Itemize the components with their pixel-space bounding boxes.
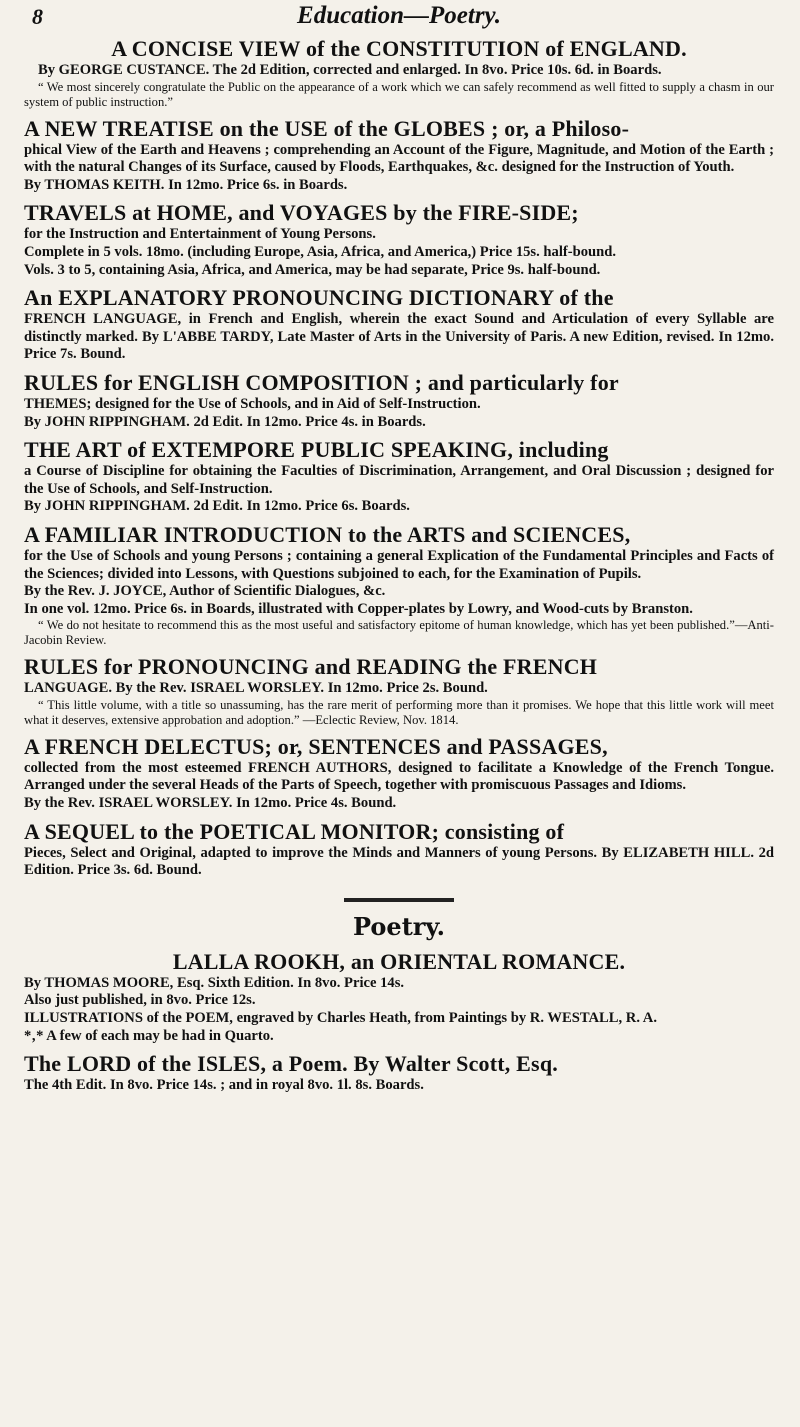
entry-body: collected from the most esteemed FRENCH AUTHORS, designed to facilitate a Knowledge of the French Tongue. Arranged under the several Heads of the Parts of Speech, together with promiscuous Passages and Idioms. — [24, 759, 774, 794]
entry-composition — [24, 370, 774, 431]
entry-author: By the Rev. J. JOYCE, Author of Scientific Dialogues, &c. — [24, 583, 386, 600]
entry-title: LALLA ROOKH, an ORIENTAL ROMANCE. — [172, 948, 626, 974]
entry-body-2: In one vol. 12mo. Price 6s. in Boards, illustrated with Copper-plates by Lowry, and Wood-cuts by Branston. — [24, 600, 693, 617]
entry-body: The 4th Edit. In 8vo. Price 14s. ; and in royal 8vo. 1l. 8s. Boards. — [24, 1077, 424, 1094]
entry-arts-sciences — [24, 522, 774, 648]
entry-title: TRAVELS at HOME, and VOYAGES by the FIRE-SIDE; — [24, 200, 579, 226]
entry-delectus — [24, 734, 774, 813]
entry-title: A FAMILIAR INTRODUCTION to the ARTS and SCIENCES, — [24, 521, 631, 547]
entry-constitution — [24, 36, 774, 110]
entry-title: A NEW TREATISE on the USE of the GLOBES ; or, a Philoso- — [24, 115, 630, 141]
running-head — [24, 0, 774, 36]
entry-dictionary — [24, 285, 774, 364]
entry-globes — [24, 116, 774, 195]
entry-pronouncing — [24, 654, 774, 728]
entry-author: By JOHN RIPPINGHAM. 2d Edit. In 12mo. Price 4s. in Boards. — [24, 413, 426, 430]
entry-body: FRENCH LANGUAGE, in French and English, wherein the exact Sound and Articulation of every Syllable are distinctly marked. By L'ABBE TARDY, Late Master of Arts in the University of Paris. A new Edition, revised. In 12mo. Price 7s. Bound. — [24, 311, 774, 363]
entry-body: THEMES; designed for the Use of Schools, and in Aid of Self-Instruction. — [24, 395, 481, 412]
entry-travels — [24, 200, 774, 279]
entry-quote: “ We do not hesitate to recommend this as the most useful and satisfactory epitome of human knowledge, which has yet been published.”—Anti-Jacobin Review. — [24, 618, 774, 648]
entry-lord-of-isles — [24, 1051, 774, 1095]
entry-title: A SEQUEL to the POETICAL MONITOR; consisting of — [24, 818, 565, 844]
entry-author: By THOMAS KEITH. In 12mo. Price 6s. in Boards. — [24, 176, 348, 193]
entry-title: A FRENCH DELECTUS; or, SENTENCES and PASSAGES, — [24, 733, 608, 759]
entry-sequel — [24, 819, 774, 880]
entry-body-3: ILLUSTRATIONS of the POEM, engraved by Charles Heath, from Paintings by R. WESTALL, R. A. — [24, 1010, 657, 1027]
entry-lalla-rookh — [24, 949, 774, 1045]
section-heading-poetry: Poetry. — [353, 911, 445, 941]
entry-title: A CONCISE VIEW of the CONSTITUTION of ENGLAND. — [111, 36, 687, 61]
entry-note: *‚* A few of each may be had in Quarto. — [24, 1027, 274, 1044]
entry-title: THE ART of EXTEMPORE PUBLIC SPEAKING, including — [24, 437, 609, 463]
entry-quote: “ This little volume, with a title so unassuming, has the rare merit of performing more than it promises. We hope that this little work will meet what it deserves, extensive approbation and adoption.” —Eclectic Review, Nov. 1814. — [24, 697, 774, 727]
entry-title: RULES for PRONOUNCING and READING the FRENCH — [24, 654, 598, 680]
page-number: 8 — [32, 4, 43, 29]
entry-public-speaking — [24, 437, 774, 516]
entry-body: By GEORGE CUSTANCE. The 2d Edition, corrected and enlarged. In 8vo. Price 10s. 6d. in Boards. — [38, 62, 662, 78]
entry-body: LANGUAGE. By the Rev. ISRAEL WORSLEY. In 12mo. Price 2s. Bound. — [24, 680, 488, 697]
entry-body: By THOMAS MOORE, Esq. Sixth Edition. In 8vo. Price 14s. — [24, 974, 405, 991]
entry-title: An EXPLANATORY PRONOUNCING DICTIONARY of the — [24, 285, 614, 311]
entry-body: for the Use of Schools and young Persons ; containing a general Explication of the Fundamental Principles and Facts of the Sciences; divided into Lessons, with Questions subjoined to each, for the Examination of Pupils. — [24, 547, 774, 582]
section-divider — [344, 898, 454, 902]
entry-title: RULES for ENGLISH COMPOSITION ; and particularly for — [24, 369, 619, 395]
entry-body-2: Complete in 5 vols. 18mo. (including Europe, Asia, Africa, and America,) Price 15s. half-bound. — [24, 243, 617, 260]
running-title: Education—Poetry. — [297, 2, 501, 29]
entry-author: By JOHN RIPPINGHAM. 2d Edit. In 12mo. Price 6s. Boards. — [24, 498, 410, 515]
entry-body-2: Also just published, in 8vo. Price 12s. — [24, 992, 256, 1009]
entry-body: phical View of the Earth and Heavens ; comprehending an Account of the Figure, Magnitude, and Motion of the Earth ; with the natural Changes of its Surface, caused by Floods, Earthquakes, &c. designed for the Instruction of Youth. — [24, 141, 774, 176]
entry-body: for the Instruction and Entertainment of Young Persons. — [24, 226, 376, 243]
entry-body-3: Vols. 3 to 5, containing Asia, Africa, and America, may be had separate, Price 9s. half-bound. — [24, 261, 601, 278]
entry-title: The LORD of the ISLES, a Poem. By Walter Scott, Esq. — [24, 1051, 558, 1077]
entry-quote: “ We most sincerely congratulate the Public on the appearance of a work which we can safely recommend as well fitted to supply a chasm in our system of public instruction.” — [24, 79, 774, 109]
entry-body: Pieces, Select and Original, adapted to improve the Minds and Manners of young Persons. By ELIZABETH HILL. 2d Edition. Price 3s. 6d. Bound. — [24, 844, 774, 879]
entry-body: a Course of Discipline for obtaining the Faculties of Discrimination, Arrangement, and Oral Discussion ; designed for the Use of Schools, and Self-Instruction. — [24, 463, 774, 497]
entry-author: By the Rev. ISRAEL WORSLEY. In 12mo. Price 4s. Bound. — [24, 795, 397, 812]
